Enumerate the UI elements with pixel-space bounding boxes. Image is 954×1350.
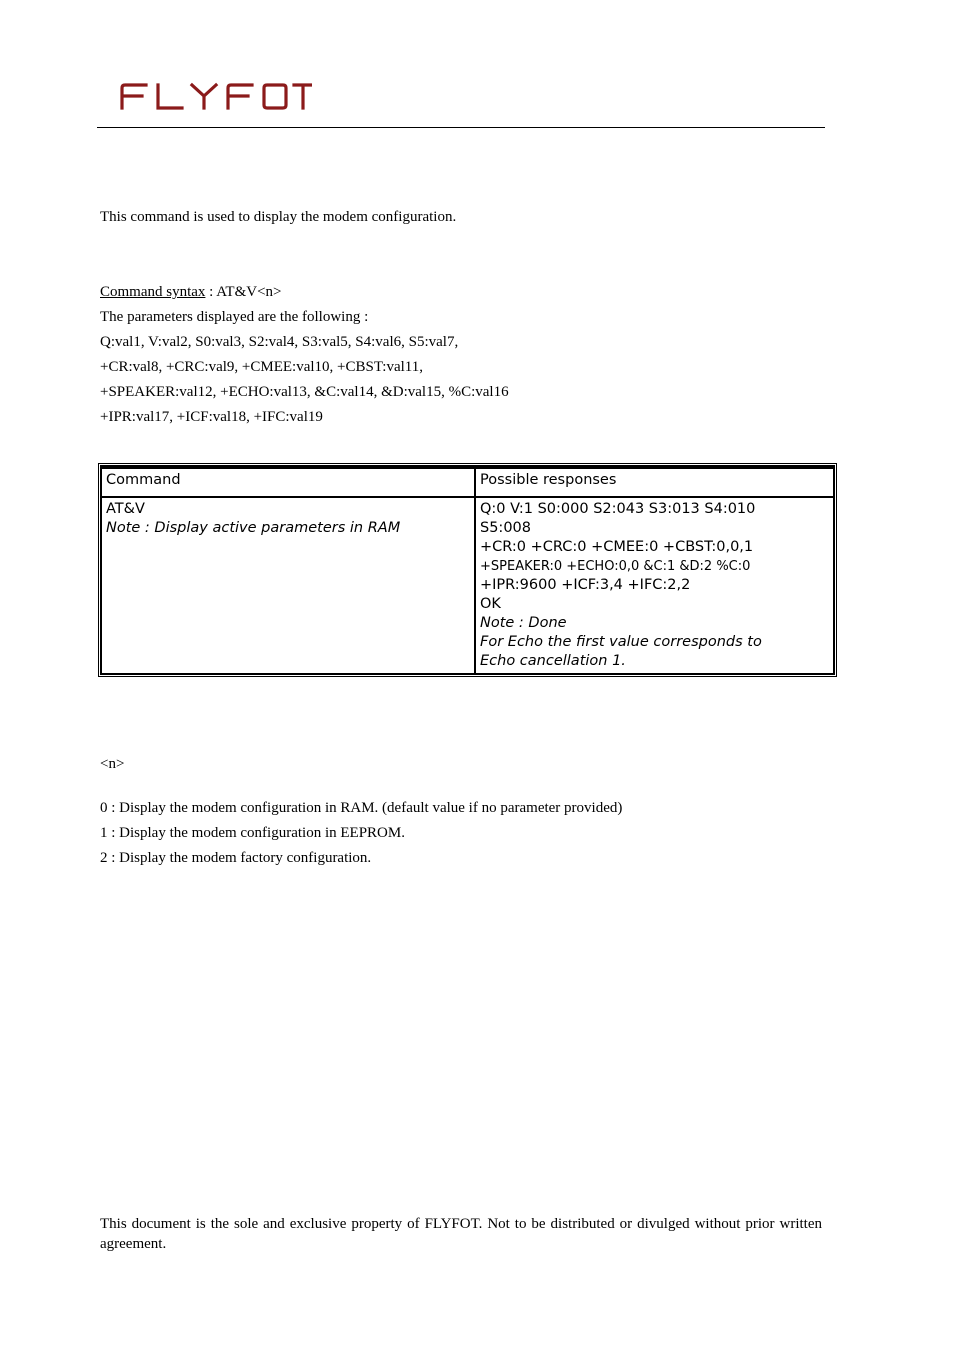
command-syntax-value: : AT&V<n> [205, 284, 282, 300]
response-line-3: +CR:0 +CRC:0 +CMEE:0 +CBST:0,0,1 [480, 539, 754, 555]
command-note: Note : Display active parameters in RAM [106, 520, 401, 536]
param-value-1: 1 : Display the modem configuration in EEPROM. [100, 825, 405, 841]
params-line-4: +IPR:val17, +ICF:val18, +IFC:val19 [100, 409, 323, 425]
response-line-4: +SPEAKER:0 +ECHO:0,0 &C:1 &D:2 %C:0 [480, 559, 751, 574]
response-note-echo-2: Echo cancellation 1. [480, 653, 626, 669]
header-divider [97, 127, 825, 128]
responses-cell [475, 497, 834, 674]
footer-disclaimer: This document is the sole and exclusive property of FLYFOT. Not to be distributed or divulged without prior written agreement. [100, 1216, 822, 1252]
response-note-echo-1: For Echo the first value corresponds to [480, 634, 762, 650]
header-command: Command [101, 466, 475, 497]
command-name: AT&V [106, 501, 145, 517]
response-line-2: S5:008 [480, 520, 531, 536]
params-line-1: Q:val1, V:val2, S0:val3, S2:val4, S3:val5, S4:val6, S5:val7, [100, 334, 459, 350]
table-row [101, 497, 834, 674]
param-name: <n> [100, 756, 125, 772]
response-line-5: +IPR:9600 +ICF:3,4 +IFC:2,2 [480, 577, 691, 593]
response-line-1: Q:0 V:1 S0:000 S2:043 S3:013 S4:010 [480, 501, 756, 517]
response-note-done: Note : Done [480, 615, 567, 631]
params-intro: The parameters displayed are the following : [100, 309, 369, 325]
header-responses: Possible responses [475, 466, 834, 497]
response-line-6: OK [480, 596, 501, 612]
param-value-2: 2 : Display the modem factory configuration. [100, 850, 372, 866]
command-response-table [100, 465, 835, 675]
command-cell [101, 497, 475, 674]
table-header-row [101, 466, 834, 497]
flyfot-logo [118, 80, 312, 114]
param-value-0: 0 : Display the modem configuration in RAM. (default value if no parameter provided) [100, 800, 623, 816]
command-syntax [100, 280, 282, 305]
params-line-2: +CR:val8, +CRC:val9, +CMEE:val10, +CBST:val11, [100, 359, 423, 375]
intro-text: This command is used to display the modem configuration. [100, 209, 457, 225]
command-syntax-label: Command syntax [100, 284, 206, 300]
params-line-3: +SPEAKER:val12, +ECHO:val13, &C:val14, &D:val15, %C:val16 [100, 384, 509, 400]
